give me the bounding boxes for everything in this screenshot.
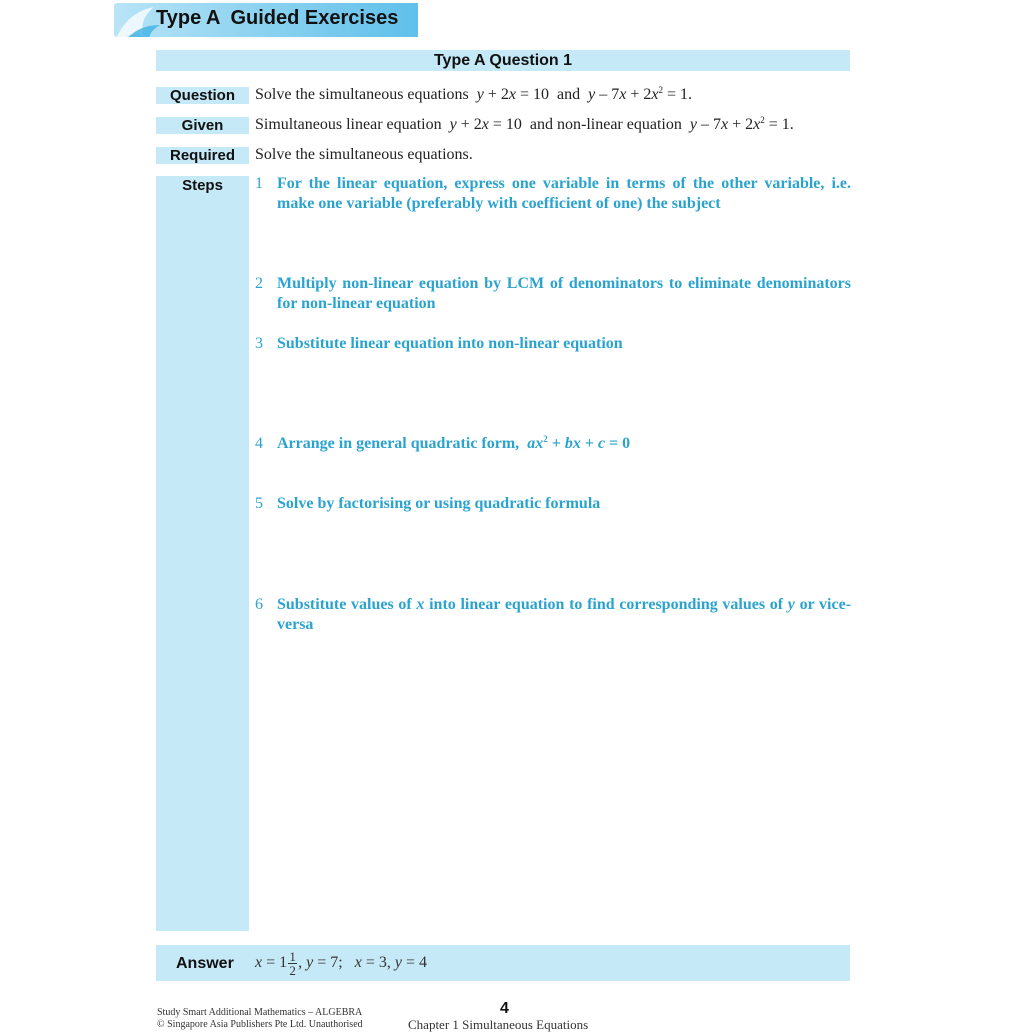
step-3: 3 Substitute linear equation into non-linear equation (255, 335, 623, 352)
given-label: Given (156, 117, 249, 134)
step-2: 2 Multiply non-linear equation by LCM of denominators to eliminate denominators for non-linear equation (255, 275, 851, 312)
answer-label: Answer (176, 955, 234, 972)
steps-label: Steps (182, 177, 223, 194)
step-5: 5 Solve by factorising or using quadratic formula (255, 495, 601, 512)
steps-column (156, 176, 249, 931)
footer-chapter: Chapter 1 Simultaneous Equations (408, 1017, 589, 1032)
question-title-bar: Type A Question 1 (156, 50, 850, 71)
required-label: Required (156, 147, 249, 164)
required-text: Solve the simultaneous equations. (255, 146, 473, 163)
step-4: 4 Arrange in general quadratic form, $ax^2$ + bx + c = 0 (255, 434, 631, 452)
given-text: Simultaneous linear equation y + 2x = 10 and non-linear equation $y - 7x + 2x^2 = 1$. (255, 115, 794, 133)
banner-title-text: Guided Exercises (230, 7, 399, 29)
answer-text: x = 1 $\frac{1}{2}$ , y = 7; x = 3, y = 4 (255, 948, 427, 978)
question-label: Question (156, 87, 249, 104)
step-1: 1 For the linear equation, express one variable in terms of the other variable, i.e. make one variable (preferably with coefficient of one) the subject (255, 175, 851, 212)
footer-publisher: © Singapore Asia Publishers Pte Ltd. Unauthorised (157, 1019, 363, 1030)
step-6: 6 Substitute values of x into linear equation to find corresponding values of y or vice-versa (255, 596, 852, 633)
question-text: Solve the simultaneous equations y + 2x = 10 and $y - 7x + 2x^2 = 1$. (255, 85, 693, 103)
banner-title (156, 7, 398, 30)
page-number: 4 (500, 1000, 509, 1017)
banner-type-label: Type A (156, 7, 221, 29)
footer-book-title: Study Smart Additional Mathematics – ALGEBRA (157, 1007, 363, 1018)
footer-book-info (157, 1007, 363, 1031)
